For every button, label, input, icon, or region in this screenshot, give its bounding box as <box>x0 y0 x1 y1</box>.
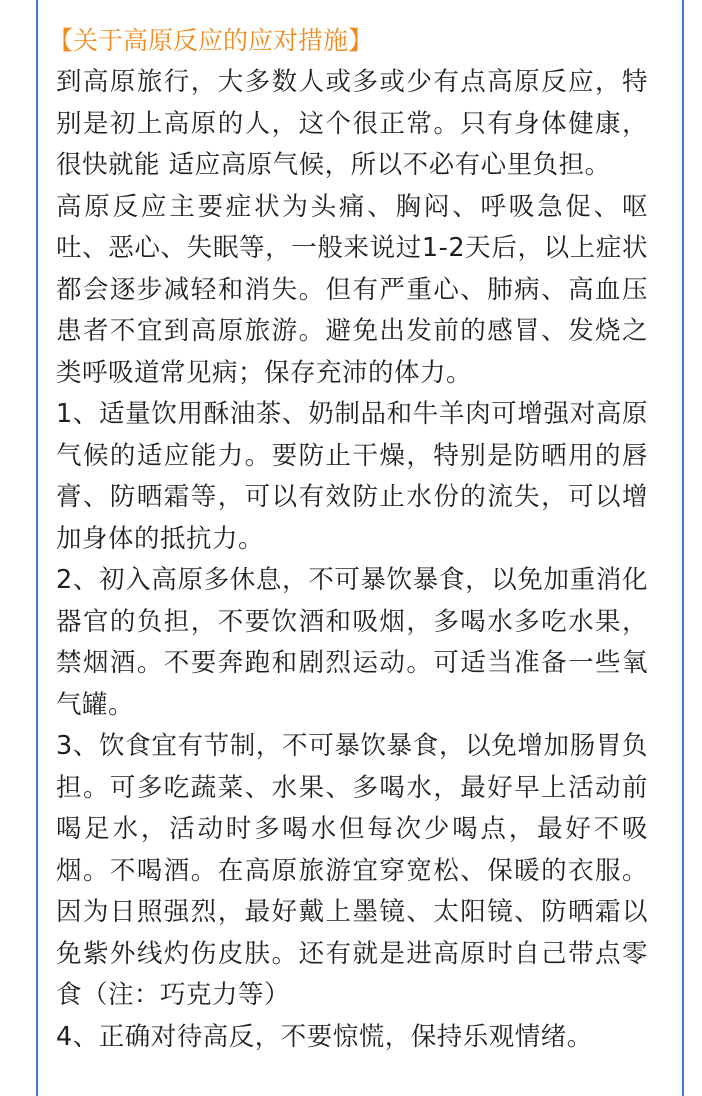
paragraph-tip-2: 2、初入高原多休息，不可暴饮暴食，以免加重消化器官的负担，不要饮酒和吸烟，多喝水多吃水果，禁烟酒。不要奔跑和剧烈运动。可适当准备一些氧气罐。 <box>56 565 648 720</box>
article-body <box>48 22 648 1058</box>
paragraph-tip-4: 4、正确对待高反，不要惊慌，保持乐观情绪。 <box>56 1021 593 1052</box>
paragraph-tip-1: 1、适量饮用酥油茶、奶制品和牛羊肉可增强对高原气候的适应能力。要防止干燥，特别是防晒用的唇膏、防晒霜等，可以有效防止水份的流失，可以增加身体的抵抗力。 <box>56 399 648 554</box>
paragraph-symptoms: 高原反应主要症状为头痛、胸闷、呼吸急促、呕吐、恶心、失眠等，一般来说过1-2天后，以上症状都会逐步减轻和消失。但有严重心、肺病、高血压患者不宜到高原旅游。避免出发前的感冒、发烧之类呼吸道常见病；保存充沛的体力。 <box>56 191 648 388</box>
paragraph-tip-3: 3、饮食宜有节制，不可暴饮暴食，以免增加肠胃负担。可多吃蔬菜、水果、多喝水，最好早上活动前喝足水，活动时多喝水但每次少喝点，最好不吸烟。不喝酒。在高原旅游宜穿宽松、保暖的衣服。因为日照强烈，最好戴上墨镜、太阳镜、防晒霜以免紫外线灼伤皮肤。还有就是进高原时自己带点零食（注：巧克力等） <box>56 731 648 1010</box>
paragraph-intro: 到高原旅行，大多数人或多或少有点高原反应，特别是初上高原的人，这个很正常。只有身体健康，很快就能 适应高原气候，所以不必有心里负担。 <box>56 67 648 180</box>
section-heading: 【关于高原反应的应对措施】 <box>48 26 374 55</box>
